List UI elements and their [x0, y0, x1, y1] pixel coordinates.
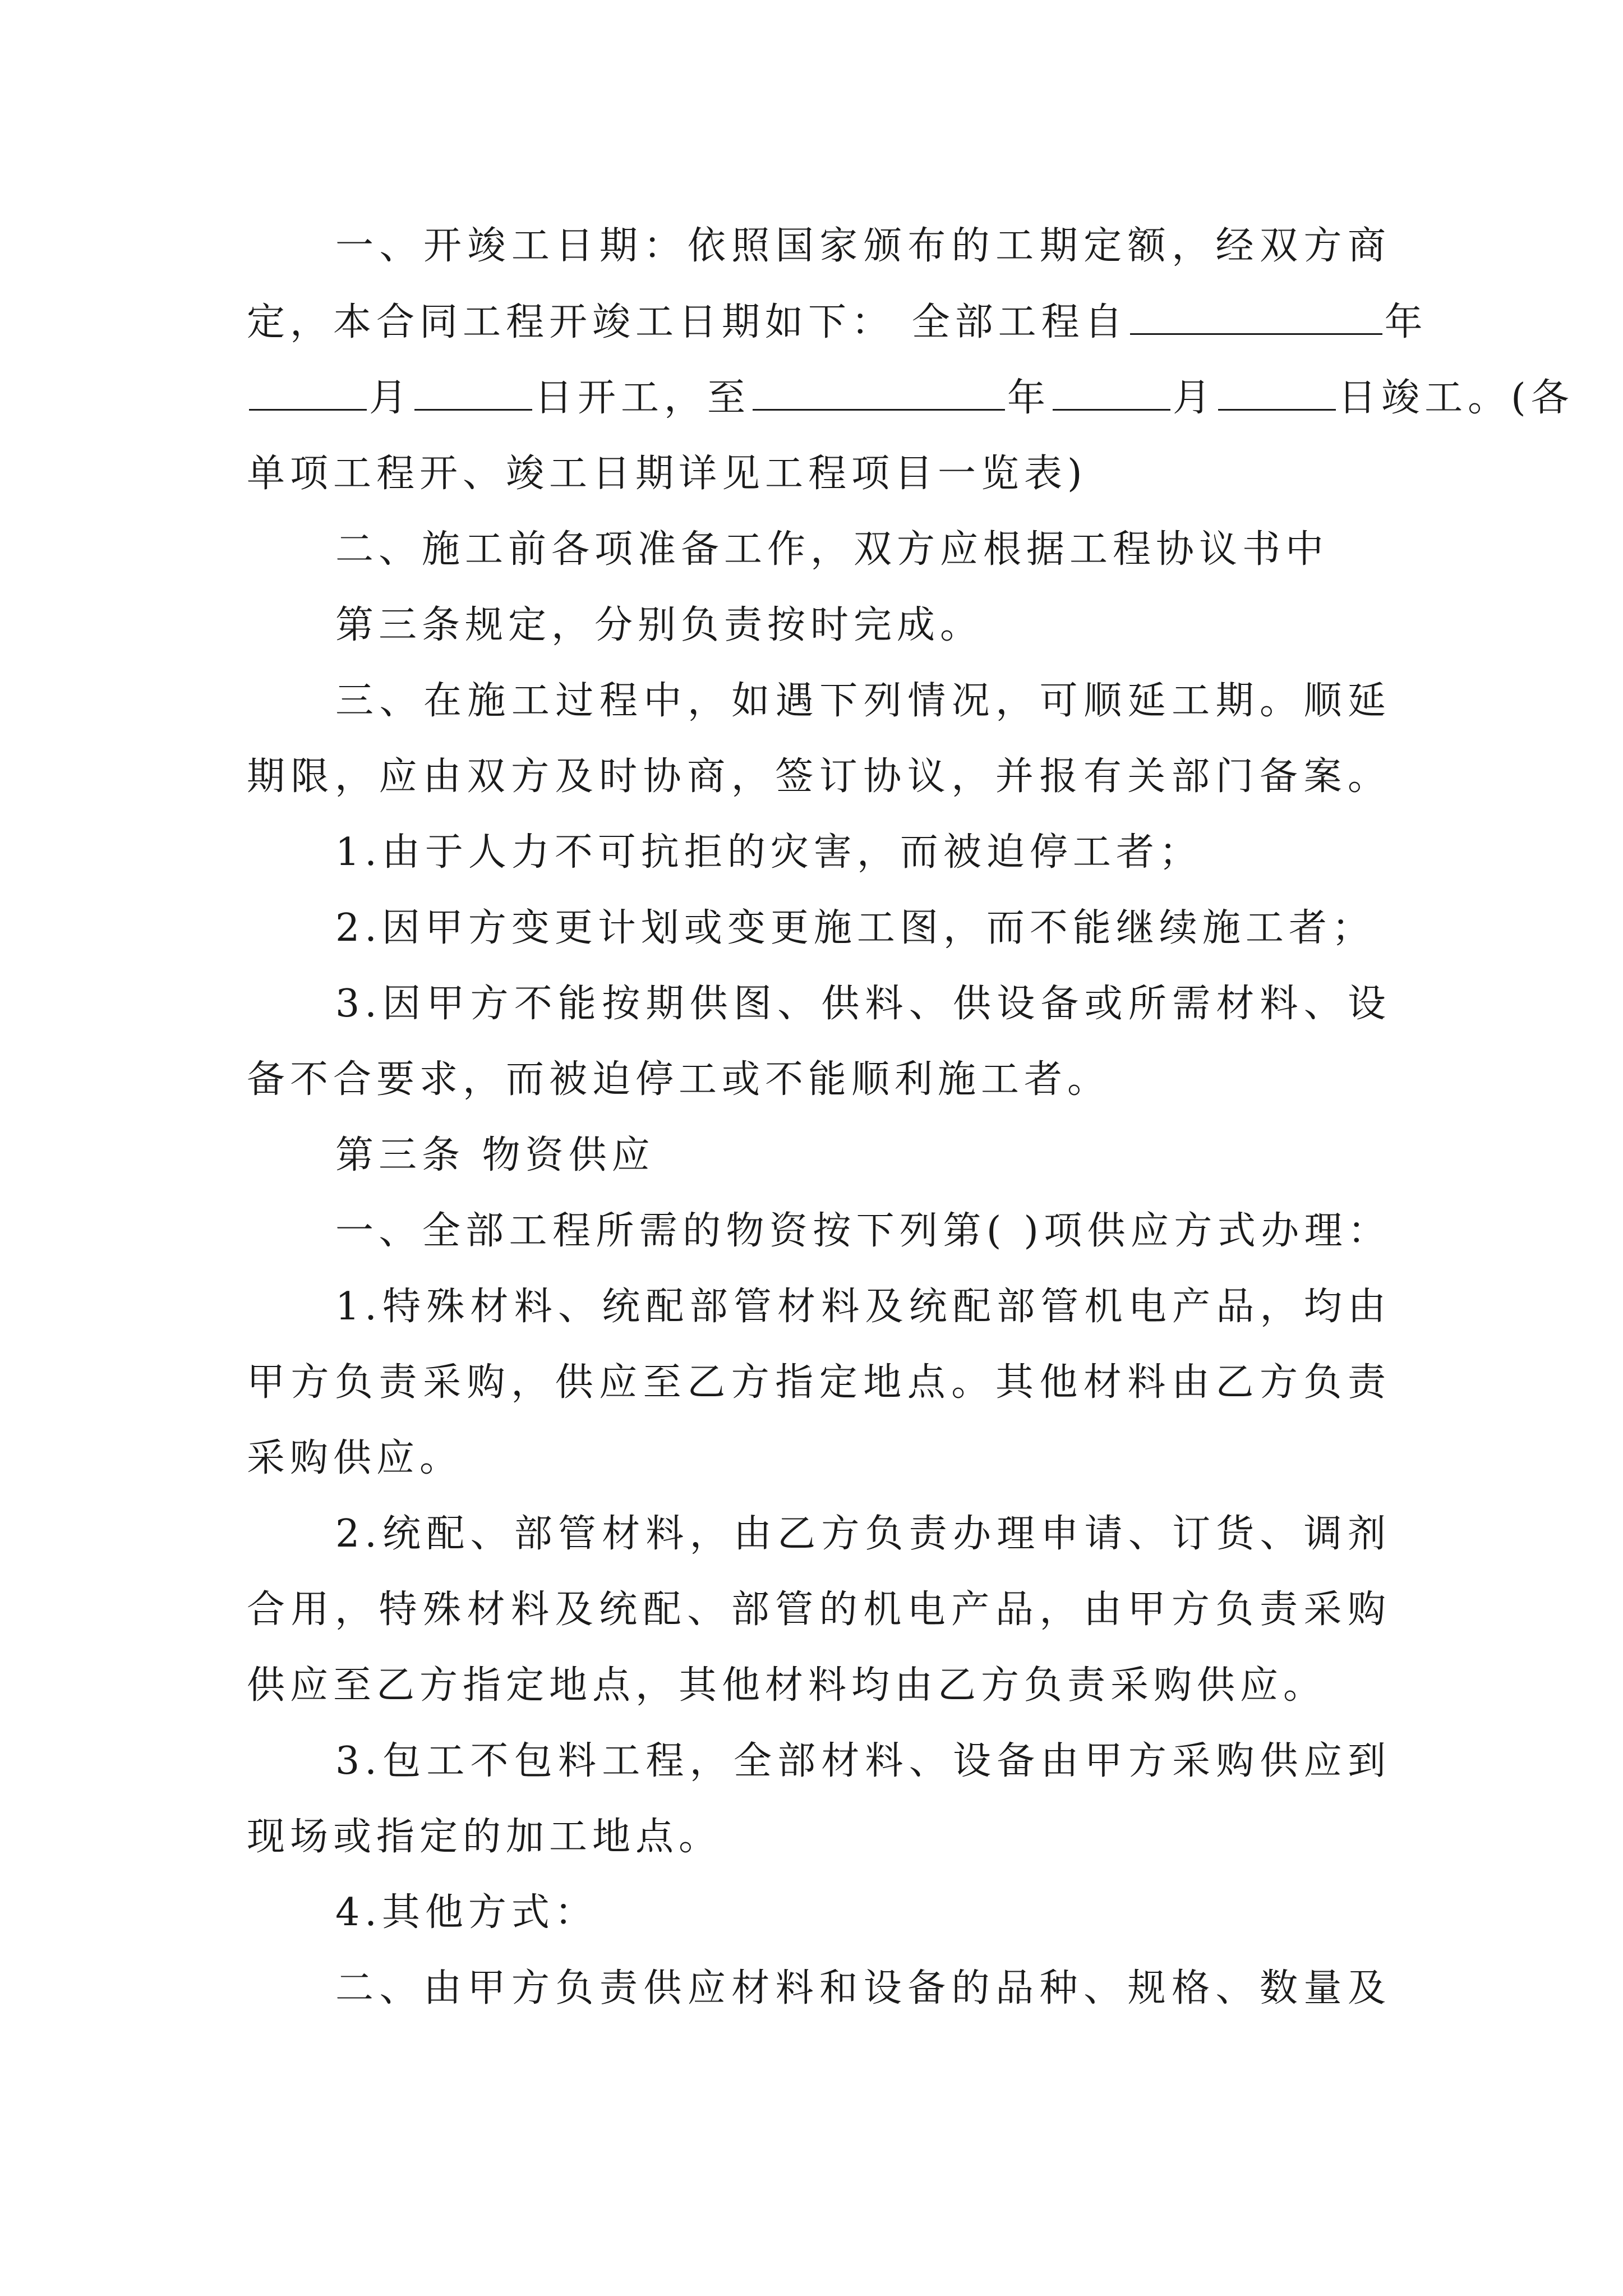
- supply-option-2-line-1: 2.统配、部管材料，由乙方负责办理申请、订货、调剂: [335, 1512, 1391, 1556]
- text-segment: 月: [369, 376, 413, 420]
- supply-option-3-line-2: 现场或指定的加工地点。: [247, 1815, 722, 1859]
- supply-option-1-line-2: 甲方负责采购，供应至乙方指定地点。其他材料由乙方负责: [247, 1360, 1391, 1405]
- clause-3-line-2: 期限，应由双方及时协商，签订协议，并报有关部门备案。: [247, 754, 1391, 799]
- fill-in-blank: [1130, 298, 1382, 335]
- text-segment: 日开工，至: [534, 376, 751, 420]
- fill-in-blank: [249, 374, 367, 411]
- clause-3-line-1: 三、在施工过程中，如遇下列情况，可顺延工期。顺延: [335, 679, 1391, 723]
- item-2: 2.因甲方变更计划或变更施工图，而不能继续施工者；: [335, 906, 1375, 950]
- supply-option-1-line-1: 1.特殊材料、统配部管材料及统配部管机电产品，均由: [335, 1285, 1391, 1329]
- fill-in-blank: [414, 374, 532, 411]
- fill-in-blank: [1218, 374, 1336, 411]
- supply-clause-1: 一、全部工程所需的物资按下列第( )项供应方式办理：: [335, 1209, 1391, 1253]
- supply-option-4: 4.其他方式：: [335, 1890, 598, 1935]
- item-3-line-1: 3.因甲方不能按期供图、供料、供设备或所需材料、设: [335, 982, 1391, 1026]
- supply-option-3-line-1: 3.包工不包料工程，全部材料、设备由甲方采购供应到: [335, 1739, 1391, 1783]
- clause-2-line-1: 二、施工前各项准备工作，双方应根据工程协议书中: [335, 527, 1329, 572]
- supply-option-2-line-2: 合用，特殊材料及统配、部管的机电产品，由甲方负责采购: [247, 1588, 1391, 1632]
- supply-option-2-line-3: 供应至乙方指定地点，其他材料均由乙方负责采购供应。: [247, 1663, 1327, 1708]
- text-segment: 日竣工。(各: [1338, 376, 1574, 420]
- clause-1-line-3: [247, 367, 1574, 429]
- clause-1-line-2: [247, 292, 1428, 353]
- text-segment: 年: [1007, 376, 1051, 420]
- clause-1-line-4: 单项工程开、竣工日期详见工程项目一览表): [247, 452, 1087, 496]
- fill-in-blank: [1053, 374, 1170, 411]
- fill-in-blank: [753, 374, 1005, 411]
- article-3-heading: 第三条 物资供应: [335, 1133, 655, 1177]
- clause-1-line-1: 一、开竣工日期：依照国家颁布的工期定额，经双方商: [335, 224, 1391, 268]
- item-1: 1.由于人力不可抗拒的灾害，而被迫停工者；: [335, 830, 1202, 875]
- item-3-line-2: 备不合要求，而被迫停工或不能顺利施工者。: [247, 1057, 1111, 1102]
- text-segment: 月: [1173, 376, 1216, 420]
- text-segment: 年: [1384, 300, 1428, 344]
- supply-clause-2-line-1: 二、由甲方负责供应材料和设备的品种、规格、数量及: [335, 1966, 1391, 2010]
- supply-option-1-line-3: 采购供应。: [247, 1436, 463, 1480]
- clause-2-line-2: 第三条规定，分别负责按时完成。: [335, 603, 984, 647]
- text-segment: 定，本合同工程开竣工日期如下： 全部工程自: [247, 300, 1128, 344]
